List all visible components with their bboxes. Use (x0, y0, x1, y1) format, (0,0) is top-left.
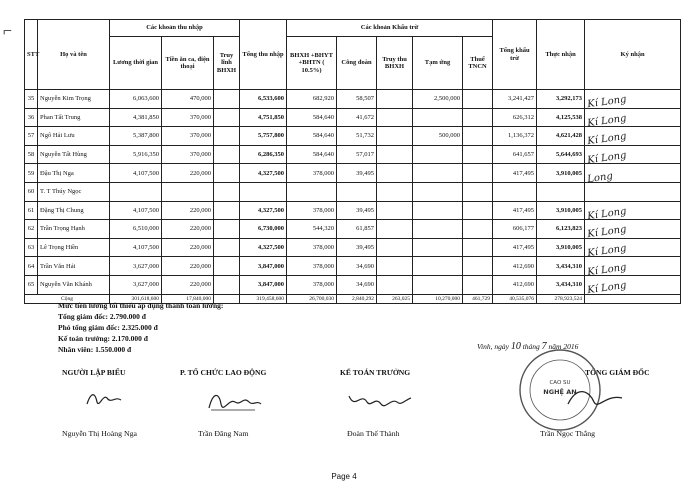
row-name: Đặng Thị Chung (38, 201, 110, 220)
row-stt: 35 (25, 90, 38, 109)
row-signature-text: Kí Long (586, 261, 628, 278)
row-back-in (214, 220, 240, 239)
row-total-deduct: 412,690 (493, 257, 537, 276)
row-stt: 36 (25, 108, 38, 127)
row-union: 39,495 (337, 164, 377, 183)
col-insurance: BHXH +BHYT +BHTN ( 10.5%) (287, 37, 337, 90)
row-salary: 3,627,000 (110, 257, 162, 276)
row-union: 34,690 (337, 257, 377, 276)
date-day: 10 (510, 341, 521, 352)
row-union: 51,732 (337, 127, 377, 146)
row-union: 58,507 (337, 90, 377, 109)
date-month: 7 (541, 341, 547, 352)
row-advance (413, 275, 463, 294)
row-name: Phan Tất Trung (38, 108, 110, 127)
row-signature-text: Kí Long (586, 94, 628, 111)
row-tax (463, 90, 493, 109)
row-back-out (377, 164, 413, 183)
row-signature (585, 220, 681, 239)
row-meal: 370,000 (162, 108, 214, 127)
row-signature (585, 257, 681, 276)
row-total-income (240, 182, 287, 201)
row-meal: 220,000 (162, 164, 214, 183)
row-tax (463, 201, 493, 220)
row-meal: 370,000 (162, 145, 214, 164)
row-meal: 370,000 (162, 127, 214, 146)
table-row (25, 182, 681, 201)
row-total-income: 4,327,500 (240, 201, 287, 220)
row-signature-text (587, 185, 677, 198)
hr-name: Trần Đăng Nam (198, 429, 249, 438)
notes-chief-accountant: Kế toán trưởng: 2.170.000 đ (58, 334, 148, 343)
row-signature (585, 90, 681, 109)
row-tax (463, 182, 493, 201)
row-total-deduct: 606,177 (493, 220, 537, 239)
row-stt: 64 (25, 257, 38, 276)
row-salary (110, 182, 162, 201)
svg-text:CAO SU: CAO SU (549, 380, 571, 386)
row-insurance (287, 182, 337, 201)
company-stamp (498, 344, 628, 434)
row-signature-text: Kí Long (586, 149, 628, 167)
row-total-income: 4,327,500 (240, 238, 287, 257)
table-row (25, 220, 681, 239)
notes-director: Tổng giám đốc: 2.790.000 đ (58, 312, 146, 321)
row-total-income: 6,730,000 (240, 220, 287, 239)
row-union: 61,857 (337, 220, 377, 239)
col-salary: Lương thời gian (110, 37, 162, 90)
accountant-signature-scribble (345, 388, 415, 416)
row-name: Trần Văn Hải (38, 257, 110, 276)
row-back-out (377, 257, 413, 276)
row-signature-text: Kí Long (586, 280, 628, 297)
row-stt: 60 (25, 182, 38, 201)
row-advance (413, 164, 463, 183)
row-salary: 6,510,000 (110, 220, 162, 239)
table-row (25, 238, 681, 257)
row-tax (463, 257, 493, 276)
row-name: Trần Trọng Hạnh (38, 220, 110, 239)
row-stt: 58 (25, 145, 38, 164)
row-salary: 6,063,600 (110, 90, 162, 109)
payroll-rows (25, 90, 681, 295)
row-back-out (377, 238, 413, 257)
row-back-out (377, 108, 413, 127)
row-advance (413, 108, 463, 127)
row-insurance: 584,640 (287, 108, 337, 127)
row-signature-text: Kí Long (586, 224, 628, 241)
row-stt: 62 (25, 220, 38, 239)
total-label: Cộng (25, 294, 110, 303)
total-advance: 10,270,000 (413, 294, 463, 303)
row-signature (585, 108, 681, 130)
row-tax (463, 164, 493, 183)
row-name: Ngô Hải Lưu (38, 127, 110, 146)
row-back-out (377, 145, 413, 164)
row-tax (463, 220, 493, 239)
col-group-deduction: Các khoản Khấu trừ (287, 20, 493, 37)
notes-deputy: Phó tổng giám đốc: 2.325.000 đ (58, 323, 158, 332)
row-total-deduct: 626,312 (493, 108, 537, 127)
row-salary: 3,627,000 (110, 275, 162, 294)
row-total-deduct: 417,495 (493, 201, 537, 220)
row-back-in (214, 238, 240, 257)
row-advance (413, 201, 463, 220)
row-net: 6,123,823 (537, 220, 585, 239)
total-net: 278,923,524 (537, 294, 585, 303)
hr-title: P. TỔ CHỨC LAO ĐỘNG (180, 368, 267, 377)
table-row (25, 257, 681, 276)
table-row (25, 90, 681, 109)
row-advance (413, 182, 463, 201)
row-union: 39,495 (337, 201, 377, 220)
row-total-deduct: 1,136,372 (493, 127, 537, 146)
row-net: 3,434,310 (537, 275, 585, 294)
minimum-wage-notes (58, 300, 223, 355)
total-meal: 17,840,000 (162, 294, 214, 303)
row-salary: 5,387,800 (110, 127, 162, 146)
row-total-income: 3,847,000 (240, 257, 287, 276)
row-back-in (214, 108, 240, 127)
row-insurance: 584,640 (287, 127, 337, 146)
row-union: 39,495 (337, 238, 377, 257)
row-signature-text: Kí Long (586, 242, 628, 260)
row-net (537, 182, 585, 201)
col-meal-phone: Tiền ăn ca, điện thoại (162, 37, 214, 90)
row-name: Đậu Thị Nga (38, 164, 110, 183)
row-advance (413, 145, 463, 164)
row-back-out (377, 220, 413, 239)
row-meal: 220,000 (162, 275, 214, 294)
row-stt: 61 (25, 201, 38, 220)
row-advance (413, 238, 463, 257)
row-insurance: 378,000 (287, 164, 337, 183)
row-insurance: 378,000 (287, 275, 337, 294)
row-back-in (214, 257, 240, 276)
row-net: 3,910,005 (537, 164, 585, 183)
preparer-signature-scribble (85, 388, 125, 414)
col-tax: Thuế TNCN (463, 37, 493, 90)
table-row (25, 275, 681, 294)
row-stt: 57 (25, 127, 38, 146)
total-deduct: 40,535,076 (493, 294, 537, 303)
row-insurance: 544,320 (287, 220, 337, 239)
director-title: TỔNG GIÁM ĐỐC (585, 368, 650, 377)
row-total-deduct: 412,690 (493, 275, 537, 294)
row-tax (463, 275, 493, 294)
row-signature-text: Kí Long (586, 205, 628, 223)
row-back-in (214, 201, 240, 220)
total-salary: 301,618,600 (110, 294, 162, 303)
date-month-label: tháng (522, 342, 540, 351)
row-meal: 220,000 (162, 220, 214, 239)
table-row (25, 108, 681, 127)
row-net: 3,910,005 (537, 238, 585, 257)
row-back-out (377, 127, 413, 146)
preparer-title: NGƯỜI LẬP BIỂU (62, 368, 126, 377)
total-tax: 461,729 (463, 294, 493, 303)
row-stt: 59 (25, 164, 38, 183)
hr-signature-scribble (205, 388, 265, 418)
row-signature (585, 164, 681, 183)
col-advance: Tạm ứng (413, 37, 463, 90)
notes-title: Mức tiền lương tối thiểu áp dụng thanh toán lương: (58, 301, 224, 310)
row-insurance: 378,000 (287, 238, 337, 257)
row-net: 4,621,428 (537, 127, 585, 146)
row-total-income: 5,757,800 (240, 127, 287, 146)
row-total-deduct: 417,495 (493, 164, 537, 183)
row-net: 3,910,005 (537, 201, 585, 220)
row-total-income: 4,327,500 (240, 164, 287, 183)
row-signature-text: Kí Long (586, 131, 628, 148)
col-back-insurance-in: Truy lĩnh BHXH (214, 37, 240, 90)
row-meal: 220,000 (162, 238, 214, 257)
row-net: 4,125,538 (537, 108, 585, 127)
row-back-in (214, 127, 240, 146)
row-salary: 4,107,500 (110, 238, 162, 257)
row-tax (463, 238, 493, 257)
accountant-name: Đoàn Thế Thành (347, 429, 400, 438)
row-back-in (214, 182, 240, 201)
col-union: Công đoàn (337, 37, 377, 90)
row-back-in (214, 145, 240, 164)
row-insurance: 378,000 (287, 201, 337, 220)
table-row (25, 145, 681, 164)
margin-check-mark: ⌐ (3, 23, 13, 40)
row-total-deduct (493, 182, 537, 201)
row-signature (585, 201, 681, 223)
row-net: 3,292,173 (537, 90, 585, 109)
row-back-in (214, 275, 240, 294)
row-total-income: 6,533,600 (240, 90, 287, 109)
row-back-out (377, 201, 413, 220)
row-back-in (214, 90, 240, 109)
table-row (25, 164, 681, 183)
row-total-income: 3,847,000 (240, 275, 287, 294)
row-stt: 65 (25, 275, 38, 294)
col-total-deduct: Tổng khấu trừ (493, 20, 537, 90)
row-meal: 470,000 (162, 90, 214, 109)
row-union (337, 182, 377, 201)
row-insurance: 584,640 (287, 145, 337, 164)
row-back-out (377, 90, 413, 109)
row-signature-text: Long (586, 170, 614, 185)
total-sign (585, 294, 681, 303)
row-advance (413, 220, 463, 239)
row-salary: 4,381,850 (110, 108, 162, 127)
row-net: 3,434,310 (537, 257, 585, 276)
row-insurance: 378,000 (287, 257, 337, 276)
row-back-out (377, 182, 413, 201)
row-tax (463, 127, 493, 146)
row-signature (585, 182, 681, 201)
row-salary: 4,107,500 (110, 201, 162, 220)
row-tax (463, 108, 493, 127)
row-union: 57,017 (337, 145, 377, 164)
row-signature (585, 145, 681, 167)
total-income: 319,458,600 (240, 294, 287, 303)
total-back-out: 263,025 (377, 294, 413, 303)
col-stt: STT (25, 20, 38, 90)
director-name: Trần Ngọc Thắng (540, 429, 596, 438)
row-total-deduct: 417,495 (493, 238, 537, 257)
row-meal (162, 182, 214, 201)
row-name: T. T Thúy Ngọc (38, 182, 110, 201)
col-sign: Ký nhận (585, 20, 681, 90)
svg-text:NGHỆ AN: NGHỆ AN (543, 388, 577, 396)
row-signature (585, 275, 681, 297)
row-name: Lê Trọng Hiền (38, 238, 110, 257)
row-name: Nguyễn Kim Trọng (38, 90, 110, 109)
table-row (25, 201, 681, 220)
row-signature (585, 238, 681, 260)
row-meal: 220,000 (162, 201, 214, 220)
row-tax (463, 145, 493, 164)
date-year: năm 2016 (548, 342, 579, 351)
notes-staff: Nhân viên: 1.550.000 đ (58, 345, 132, 354)
col-total-income: Tổng thu nhập (240, 20, 287, 90)
row-stt: 63 (25, 238, 38, 257)
col-name: Họ và tên (38, 20, 110, 90)
total-insurance: 26,700,030 (287, 294, 337, 303)
row-signature (585, 127, 681, 146)
total-union: 2,840,292 (337, 294, 377, 303)
row-back-in (214, 164, 240, 183)
row-salary: 4,107,500 (110, 164, 162, 183)
row-total-income: 6,286,350 (240, 145, 287, 164)
col-group-income: Các khoản thu nhập (110, 20, 240, 37)
row-advance: 500,000 (413, 127, 463, 146)
row-insurance: 682,920 (287, 90, 337, 109)
col-net: Thực nhận (537, 20, 585, 90)
row-name: Nguyễn Tất Hùng (38, 145, 110, 164)
row-total-deduct: 3,241,427 (493, 90, 537, 109)
accountant-title: KẾ TOÁN TRƯỞNG (340, 368, 411, 377)
row-meal: 220,000 (162, 257, 214, 276)
row-net: 5,644,693 (537, 145, 585, 164)
row-name: Nguyễn Văn Khánh (38, 275, 110, 294)
col-back-insurance-out: Truy thu BHXH (377, 37, 413, 90)
row-advance: 2,500,000 (413, 90, 463, 109)
row-back-out (377, 275, 413, 294)
row-signature-text: Kí Long (586, 112, 628, 130)
row-total-income: 4,751,850 (240, 108, 287, 127)
preparer-name: Nguyễn Thị Hoàng Nga (62, 429, 137, 438)
row-union: 41,672 (337, 108, 377, 127)
row-advance (413, 257, 463, 276)
payroll-table (24, 19, 681, 304)
row-union: 34,690 (337, 275, 377, 294)
row-salary: 5,916,350 (110, 145, 162, 164)
date-place: Vinh, ngày (477, 342, 509, 351)
row-total-deduct: 641,657 (493, 145, 537, 164)
table-row (25, 127, 681, 146)
page-number: Page 4 (331, 472, 357, 481)
